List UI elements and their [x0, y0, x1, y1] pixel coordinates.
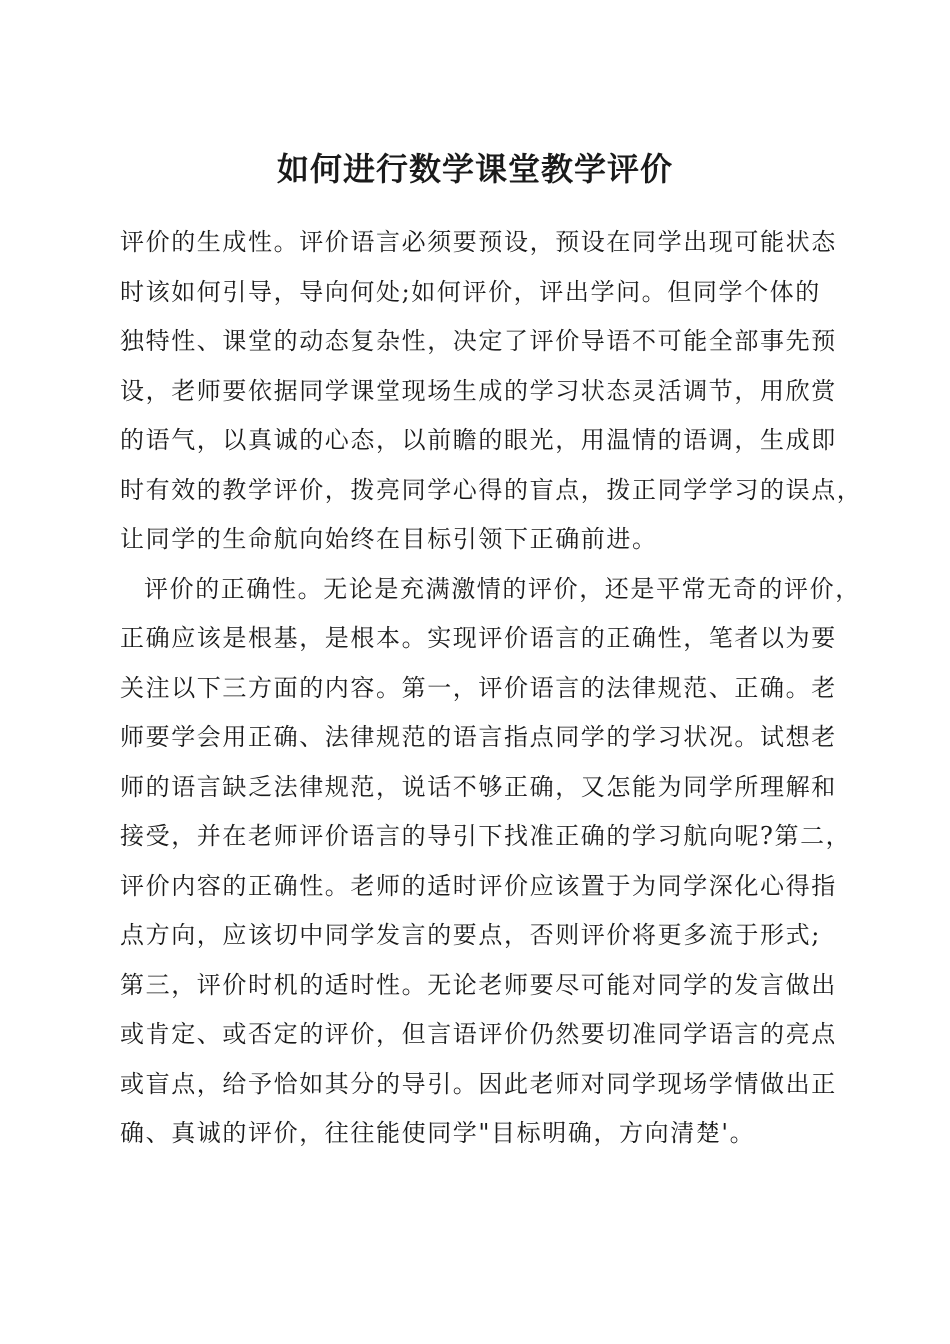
- text-line: 评价的生成性。评价语言必须要预设，预设在同学出现可能状态: [120, 228, 837, 256]
- text-line: 独特性、课堂的动态复杂性，决定了评价导语不可能全部事先预: [120, 327, 837, 355]
- text-line: 师的语言缺乏法律规范，说话不够正确，又怎能为同学所理解和: [120, 772, 837, 801]
- document-body: [120, 218, 863, 1159]
- text-line: 确、真诚的评价，往往能使同学"目标明确，方向清楚'。: [120, 1119, 756, 1147]
- text-line: 让同学的生命航向始终在目标引领下正确前进。: [120, 525, 658, 553]
- text-line: 或肯定、或否定的评价，但言语评价仍然要切准同学语言的亮点: [120, 1020, 837, 1048]
- text-line: 评价内容的正确性。老师的适时评价应该置于为同学深化心得指: [120, 871, 837, 900]
- paragraph-start-line: 评价的正确性。无论是充满激情的评价，还是平常无奇的评价，: [144, 574, 861, 603]
- text-line: 点方向，应该切中同学发言的要点，否则评价将更多流于形式;: [120, 921, 821, 949]
- text-line: 或盲点，给予恰如其分的导引。因此老师对同学现场学情做出正: [120, 1069, 837, 1098]
- text-line: 的语气，以真诚的心态，以前瞻的眼光，用温情的语调，生成即: [120, 426, 837, 454]
- text-line: 时该如何引导，导向何处;如何评价，评出学问。但同学个体的: [120, 277, 821, 306]
- text-line: 设，老师要依据同学课堂现场生成的学习状态灵活调节，用欣赏: [120, 376, 837, 405]
- text-line: 关注以下三方面的内容。第一，评价语言的法律规范、正确。老: [120, 673, 837, 702]
- text-line: 接受，并在老师评价语言的导引下找准正确的学习航向呢?第二，: [120, 822, 852, 850]
- text-line: 正确应该是根基，是根本。实现评价语言的正确性，笔者以为要: [120, 624, 837, 652]
- text-line: 第三，评价时机的适时性。无论老师要尽可能对同学的发言做出: [120, 970, 837, 999]
- text-line: 时有效的教学评价，拨亮同学心得的盲点，拨正同学学习的误点，: [120, 475, 863, 504]
- document-title: 如何进行数学课堂教学评价: [276, 150, 673, 188]
- text-line: 师要学会用正确、法律规范的语言指点同学的学习状况。试想老: [120, 723, 837, 751]
